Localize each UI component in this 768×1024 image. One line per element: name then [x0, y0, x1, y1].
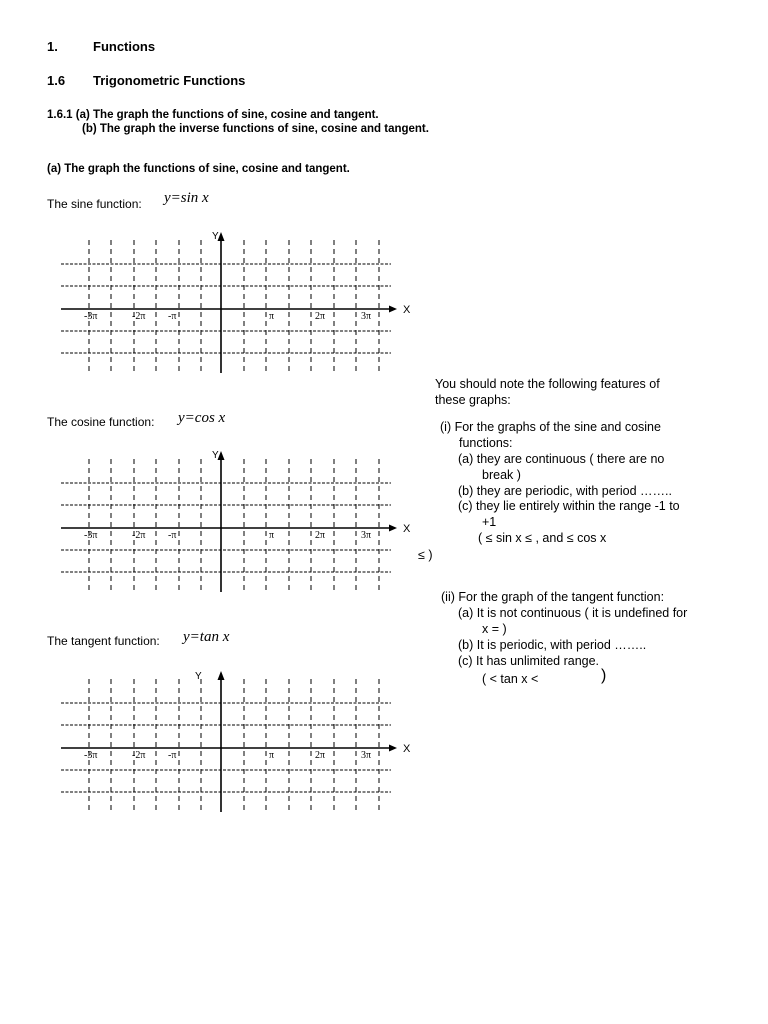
notes-intro-1: You should note the following features of: [435, 377, 660, 391]
x-tick-label: -π: [168, 750, 177, 761]
tangent-equation: [183, 629, 229, 646]
x-tick-label: 2π: [315, 311, 326, 322]
x-tick-label: -3π: [84, 750, 98, 761]
chapter-number: 1.: [47, 39, 58, 54]
note-ii-c-range: ( < tan x <: [482, 672, 539, 686]
note-ii-line-1: (ii) For the graph of the tangent function:: [441, 590, 665, 604]
cosine-graph-grid: [55, 447, 420, 597]
note-ii-c: (c) It has unlimited range.: [458, 654, 600, 668]
sine-graph-grid: [55, 228, 420, 378]
sine-grid-svg: [55, 228, 420, 378]
x-tick-label: -π: [168, 311, 177, 322]
note-ii-c-close-paren: ): [601, 667, 607, 684]
objective-line-a: 1.6.1 (a) The graph the functions of sine, cosine and tangent.: [47, 109, 379, 121]
x-tick-label: -π: [168, 530, 177, 541]
note-i-c-line-1: (c) they lie entirely within the range -1 to: [458, 499, 680, 513]
note-i-line-1: (i) For the graphs of the sine and cosine: [440, 420, 661, 434]
x-tick-label: π: [269, 311, 275, 322]
x-axis-arrow: [389, 745, 397, 752]
note-i-a-line-2: break ): [482, 468, 521, 482]
objective-line-b: (b) The graph the inverse functions of sine, cosine and tangent.: [82, 123, 429, 135]
x-tick-label: π: [269, 750, 275, 761]
x-tick-label: -2π: [132, 311, 146, 322]
y-axis-arrow: [218, 671, 225, 680]
note-i-c-line-3: ( ≤ sin x ≤ , and ≤ cos x: [478, 531, 607, 545]
note-i-c-line-2: +1: [482, 515, 497, 529]
note-i-line-2: functions:: [459, 436, 513, 450]
chapter-title: Functions: [93, 39, 156, 54]
x-tick-label: 2π: [315, 530, 326, 541]
tangent-graph-grid: [55, 667, 420, 817]
x-tick-label: -3π: [84, 311, 98, 322]
x-tick-label: -3π: [84, 530, 98, 541]
x-tick-label: -2π: [132, 530, 146, 541]
note-i-b: (b) they are periodic, with period ……..: [458, 484, 672, 498]
cosine-eq-text: y=cos x: [178, 410, 226, 426]
tangent-eq-text: y=tan x: [183, 629, 230, 645]
notes-intro-2: these graphs:: [435, 393, 511, 407]
y-axis-label: Y: [212, 450, 219, 461]
section-title: Trigonometric Functions: [93, 73, 246, 88]
sine-eq-text: y=sin x: [164, 190, 209, 206]
note-i-a-line-1: (a) they are continuous ( there are no: [458, 452, 665, 466]
cosine-equation: [178, 410, 225, 427]
x-axis-label: X: [403, 523, 411, 535]
x-axis-arrow: [389, 306, 397, 313]
cosine-function-label: The cosine function:: [47, 415, 155, 429]
x-axis-label: X: [403, 304, 411, 316]
y-axis-label: Y: [212, 231, 219, 242]
graph-features-notes: [418, 376, 732, 696]
sine-equation: [164, 190, 209, 207]
x-tick-label: -2π: [132, 750, 146, 761]
tangent-function-label: The tangent function:: [47, 634, 160, 648]
note-ii-b: (b) It is periodic, with period ……..: [458, 638, 647, 652]
note-ii-a-line-2: x = ): [482, 622, 507, 636]
x-axis-label: X: [403, 743, 411, 755]
tangent-grid-svg: [55, 667, 420, 817]
sine-function-label: The sine function:: [47, 197, 142, 211]
cosine-grid-svg: [55, 447, 420, 597]
x-tick-label: 3π: [361, 311, 372, 322]
x-axis-arrow: [389, 525, 397, 532]
section-number: 1.6: [47, 73, 66, 88]
note-ii-a-line-1: (a) It is not continuous ( it is undefined for: [458, 606, 688, 620]
part-a-heading: (a) The graph the functions of sine, cosine and tangent.: [47, 163, 350, 175]
x-tick-label: 2π: [315, 750, 326, 761]
note-i-c-line-4: ≤ ): [418, 548, 433, 562]
y-axis-label: Y: [195, 671, 202, 682]
x-tick-label: 3π: [361, 530, 372, 541]
x-tick-label: 3π: [361, 750, 372, 761]
x-tick-label: π: [269, 530, 275, 541]
